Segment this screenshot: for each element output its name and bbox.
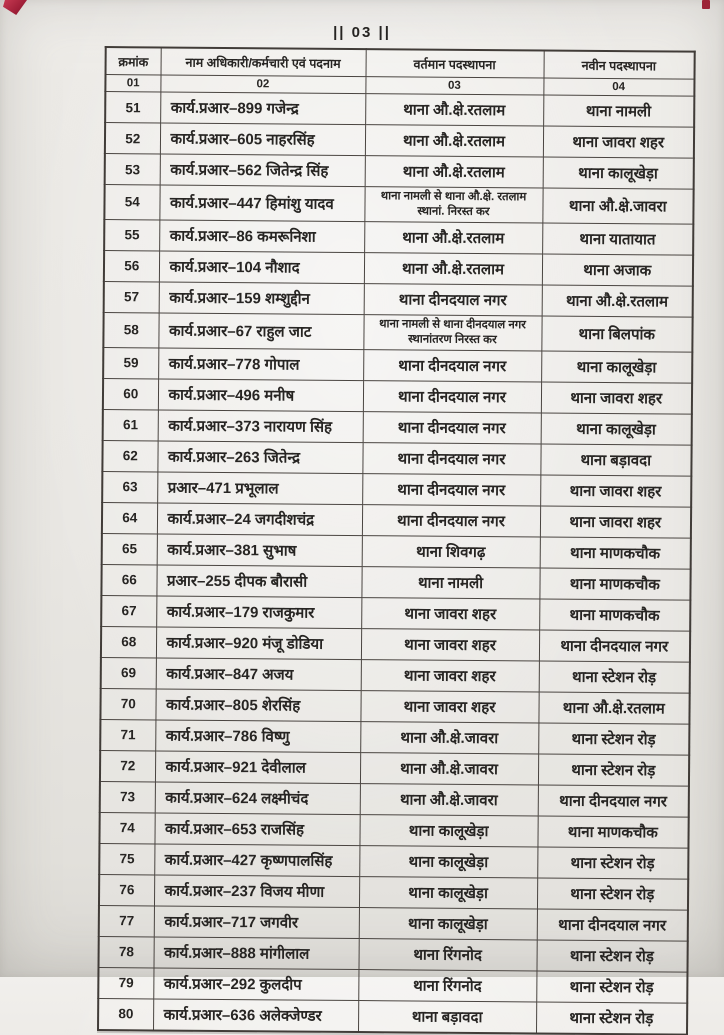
cell-name-designation: कार्य.प्रआर–847 अजय xyxy=(156,658,361,691)
cell-current-posting: थाना औ.क्षे.जावरा xyxy=(360,721,538,753)
cell-serial-number: 77 xyxy=(99,905,154,936)
cell-current-posting: थाना रिंगनोद xyxy=(358,969,536,1001)
cell-current-posting: थाना कालूखेड़ा xyxy=(359,845,537,877)
cell-serial-number: 53 xyxy=(105,154,160,185)
cell-new-posting: थाना कालूखेड़ा xyxy=(541,413,692,445)
table-row xyxy=(103,409,692,445)
table-row xyxy=(98,967,687,1003)
cell-serial-number: 65 xyxy=(102,533,157,564)
table-header xyxy=(105,47,694,96)
cell-current-posting: थाना दीनदयाल नगर xyxy=(363,380,541,412)
cell-serial-number: 52 xyxy=(105,123,160,154)
cell-name-designation: कार्य.प्रआर–24 जगदीशचंद्र xyxy=(157,503,362,536)
cell-current-posting: थाना औ.क्षे.रतलाम xyxy=(365,156,543,188)
cell-serial-number: 59 xyxy=(103,347,158,378)
table-row xyxy=(105,92,694,128)
transfer-table xyxy=(97,46,696,1035)
cell-current-posting: थाना औ.क्षे.रतलाम xyxy=(364,252,542,284)
cell-current-posting: थाना दीनदयाल नगर xyxy=(363,349,541,381)
table-row xyxy=(100,750,689,786)
cell-name-designation: कार्य.प्रआर–653 राजसिंह xyxy=(154,813,359,846)
cell-new-posting: थाना माणकचौक xyxy=(539,599,690,631)
cell-new-posting: थाना स्टेशन रोड़ xyxy=(536,940,687,972)
cell-current-posting: थाना रिंगनोद xyxy=(358,938,536,970)
cell-current-posting: थाना नामली से थाना दीनदयाल नगर स्थानांतरण निरस्त कर xyxy=(363,314,541,350)
cell-name-designation: कार्य.प्रआर–624 लक्ष्मीचंद xyxy=(155,782,360,815)
column-number-03: 03 xyxy=(365,77,543,95)
cell-new-posting: थाना बड़ावदा xyxy=(540,444,691,476)
cell-current-posting: थाना बड़ावदा xyxy=(358,1000,536,1033)
cell-serial-number: 55 xyxy=(104,219,159,250)
header-officer-name-designation: नाम अधिकारी/कर्मचारी एवं पदनाम xyxy=(161,47,366,76)
cell-current-posting: थाना दीनदयाल नगर xyxy=(362,473,540,505)
cell-new-posting: थाना अजाक xyxy=(542,254,693,286)
cell-current-posting: थाना जावरा शहर xyxy=(361,659,539,691)
table-row xyxy=(102,533,691,569)
cell-serial-number: 69 xyxy=(101,657,156,688)
cell-new-posting: थाना स्टेशन रोड़ xyxy=(538,723,689,755)
table-row xyxy=(102,471,691,507)
cell-current-posting: थाना नामली xyxy=(361,566,539,598)
cell-name-designation: कार्य.प्रआर–636 अलेक्जेण्डर xyxy=(153,999,358,1032)
cell-name-designation: कार्य.प्रआर–67 राहुल जाट xyxy=(158,313,363,349)
table-row xyxy=(102,440,691,476)
cell-serial-number: 71 xyxy=(100,719,155,750)
table-row xyxy=(101,657,690,693)
cell-current-posting: थाना कालूखेड़ा xyxy=(359,907,537,939)
cell-name-designation: प्रआर–471 प्रभूलाल xyxy=(157,472,362,505)
cell-serial-number: 80 xyxy=(98,998,153,1030)
cell-new-posting: थाना कालूखेड़ा xyxy=(543,157,694,189)
table-row xyxy=(100,688,689,724)
cell-new-posting: थाना स्टेशन रोड़ xyxy=(536,971,687,1003)
cell-serial-number: 51 xyxy=(105,92,160,123)
cell-new-posting: थाना माणकचौक xyxy=(539,568,690,600)
table-row xyxy=(100,781,689,817)
cell-serial-number: 75 xyxy=(99,843,154,874)
cell-new-posting: थाना जावरा शहर xyxy=(541,382,692,414)
cell-new-posting: थाना दीनदयाल नगर xyxy=(537,909,688,941)
cell-name-designation: कार्य.प्रआर–921 देवीलाल xyxy=(155,751,360,784)
cell-name-designation: कार्य.प्रआर–562 जितेन्द्र सिंह xyxy=(160,154,365,187)
cell-name-designation: कार्य.प्रआर–778 गोपाल xyxy=(158,348,363,381)
table-row xyxy=(104,281,693,317)
cell-name-designation: कार्य.प्रआर–159 शम्शुद्दीन xyxy=(159,282,364,315)
column-number-02: 02 xyxy=(160,75,365,94)
cell-serial-number: 67 xyxy=(101,595,156,626)
cell-name-designation: कार्य.प्रआर–447 हिमांशु यादव xyxy=(159,185,364,221)
red-corner-mark-top-left xyxy=(3,0,27,15)
table-row xyxy=(104,250,693,286)
table-row xyxy=(99,874,688,910)
cell-name-designation: कार्य.प्रआर–86 कमरूनिशा xyxy=(159,220,364,253)
cell-name-designation: कार्य.प्रआर–899 गजेन्द्र xyxy=(160,92,365,125)
header-serial-number: क्रमांक xyxy=(106,47,161,75)
cell-serial-number: 56 xyxy=(104,250,159,281)
cell-new-posting: थाना औ.क्षे.रतलाम xyxy=(538,692,689,724)
cell-new-posting: थाना औ.क्षे.जावरा xyxy=(542,188,693,224)
cell-serial-number: 74 xyxy=(99,812,154,843)
cell-new-posting: थाना नामली xyxy=(543,95,694,127)
cell-serial-number: 57 xyxy=(104,281,159,312)
cell-current-posting: थाना कालूखेड़ा xyxy=(359,814,537,846)
cell-name-designation: कार्य.प्रआर–805 शेरसिंह xyxy=(155,689,360,722)
cell-new-posting: थाना माणकचौक xyxy=(537,816,688,848)
cell-current-posting: थाना औ.क्षे.रतलाम xyxy=(364,221,542,253)
cell-new-posting: थाना कालूखेड़ा xyxy=(541,351,692,383)
cell-serial-number: 66 xyxy=(101,564,156,595)
cell-new-posting: थाना दीनदयाल नगर xyxy=(539,630,690,662)
cell-current-posting: थाना जावरा शहर xyxy=(361,597,539,629)
cell-new-posting: थाना औ.क्षे.रतलाम xyxy=(542,285,693,317)
cell-current-posting: थाना दीनदयाल नगर xyxy=(362,504,540,536)
cell-current-posting: थाना जावरा शहर xyxy=(360,690,538,722)
header-new-posting: नवीन पदस्थापना xyxy=(543,50,694,79)
cell-name-designation: कार्य.प्रआर–292 कुलदीप xyxy=(153,968,358,1001)
cell-name-designation: कार्य.प्रआर–237 विजय मीणा xyxy=(154,875,359,908)
cell-new-posting: थाना स्टेशन रोड़ xyxy=(536,1002,687,1035)
table-row xyxy=(101,595,690,631)
cell-serial-number: 76 xyxy=(99,874,154,905)
table-row xyxy=(104,185,693,224)
table-row xyxy=(98,936,687,972)
cell-serial-number: 70 xyxy=(100,688,155,719)
table-row xyxy=(98,998,687,1034)
cell-serial-number: 72 xyxy=(100,750,155,781)
cell-serial-number: 68 xyxy=(101,626,156,657)
page-number: || 03 || xyxy=(333,24,391,41)
cell-serial-number: 79 xyxy=(98,967,153,998)
cell-current-posting: थाना दीनदयाल नगर xyxy=(364,283,542,315)
cell-new-posting: थाना यातायात xyxy=(542,223,693,255)
cell-current-posting: थाना जावरा शहर xyxy=(361,628,539,660)
cell-serial-number: 60 xyxy=(103,378,158,409)
table-row xyxy=(105,154,694,190)
table-row xyxy=(101,626,690,662)
column-number-01: 01 xyxy=(105,75,160,92)
cell-new-posting: थाना जावरा शहर xyxy=(543,126,694,158)
cell-new-posting: थाना माणकचौक xyxy=(540,537,691,569)
cell-current-posting: थाना दीनदयाल नगर xyxy=(362,442,540,474)
cell-name-designation: कार्य.प्रआर–427 कृष्णपालसिंह xyxy=(154,844,359,877)
cell-new-posting: थाना स्टेशन रोड़ xyxy=(537,847,688,879)
cell-serial-number: 62 xyxy=(102,440,157,471)
cell-name-designation: कार्य.प्रआर–104 नौशाद xyxy=(159,251,364,284)
cell-name-designation: कार्य.प्रआर–920 मंजू डोडिया xyxy=(156,627,361,660)
cell-serial-number: 61 xyxy=(103,409,158,440)
table-row xyxy=(100,719,689,755)
cell-new-posting: थाना जावरा शहर xyxy=(540,475,691,507)
cell-new-posting: थाना स्टेशन रोड़ xyxy=(539,661,690,693)
table-row xyxy=(101,564,690,600)
table-row xyxy=(103,312,692,351)
cell-current-posting: थाना औ.क्षे.जावरा xyxy=(360,752,538,784)
cell-current-posting: थाना औ.क्षे.जावरा xyxy=(360,783,538,815)
cell-name-designation: कार्य.प्रआर–373 नारायण सिंह xyxy=(158,410,363,443)
cell-serial-number: 73 xyxy=(100,781,155,812)
cell-name-designation: कार्य.प्रआर–786 विष्णु xyxy=(155,720,360,753)
cell-serial-number: 54 xyxy=(104,185,159,220)
cell-new-posting: थाना बिलपांक xyxy=(541,316,692,352)
column-number-04: 04 xyxy=(543,78,694,96)
cell-name-designation: कार्य.प्रआर–888 मांगीलाल xyxy=(153,937,358,970)
cell-new-posting: थाना स्टेशन रोड़ xyxy=(537,878,688,910)
table-row xyxy=(99,905,688,941)
table-row xyxy=(99,843,688,879)
table-row xyxy=(105,123,694,159)
table-row xyxy=(103,378,692,414)
red-corner-mark-top-right xyxy=(702,0,710,9)
cell-new-posting: थाना दीनदयाल नगर xyxy=(538,785,689,817)
cell-name-designation: कार्य.प्रआर–179 राजकुमार xyxy=(156,596,361,629)
cell-serial-number: 64 xyxy=(102,502,157,533)
table-row xyxy=(102,502,691,538)
cell-current-posting: थाना कालूखेड़ा xyxy=(359,876,537,908)
cell-name-designation: कार्य.प्रआर–496 मनीष xyxy=(158,379,363,412)
cell-current-posting: थाना दीनदयाल नगर xyxy=(363,411,541,443)
cell-current-posting: थाना नामली से थाना औ.क्षे. रतलाम स्थानां. निरस्त कर xyxy=(364,187,542,223)
cell-serial-number: 78 xyxy=(98,936,153,967)
table-body xyxy=(98,92,694,1035)
cell-name-designation: प्रआर–255 दीपक बौरासी xyxy=(156,565,361,598)
cell-serial-number: 58 xyxy=(103,312,158,347)
cell-name-designation: कार्य.प्रआर–717 जगवीर xyxy=(154,906,359,939)
cell-current-posting: थाना शिवगढ़ xyxy=(362,535,540,567)
cell-current-posting: थाना औ.क्षे.रतलाम xyxy=(365,125,543,157)
cell-name-designation: कार्य.प्रआर–605 नाहरसिंह xyxy=(160,123,365,156)
cell-name-designation: कार्य.प्रआर–263 जितेन्द्र xyxy=(157,441,362,474)
table-row xyxy=(104,219,693,255)
cell-name-designation: कार्य.प्रआर–381 सुभाष xyxy=(157,534,362,567)
cell-new-posting: थाना स्टेशन रोड़ xyxy=(538,754,689,786)
table-row xyxy=(99,812,688,848)
cell-current-posting: थाना औ.क्षे.रतलाम xyxy=(365,94,543,126)
cell-serial-number: 63 xyxy=(102,471,157,502)
table-row xyxy=(103,347,692,383)
cell-new-posting: थाना जावरा शहर xyxy=(540,506,691,538)
header-current-posting: वर्तमान पदस्थापना xyxy=(366,49,544,78)
